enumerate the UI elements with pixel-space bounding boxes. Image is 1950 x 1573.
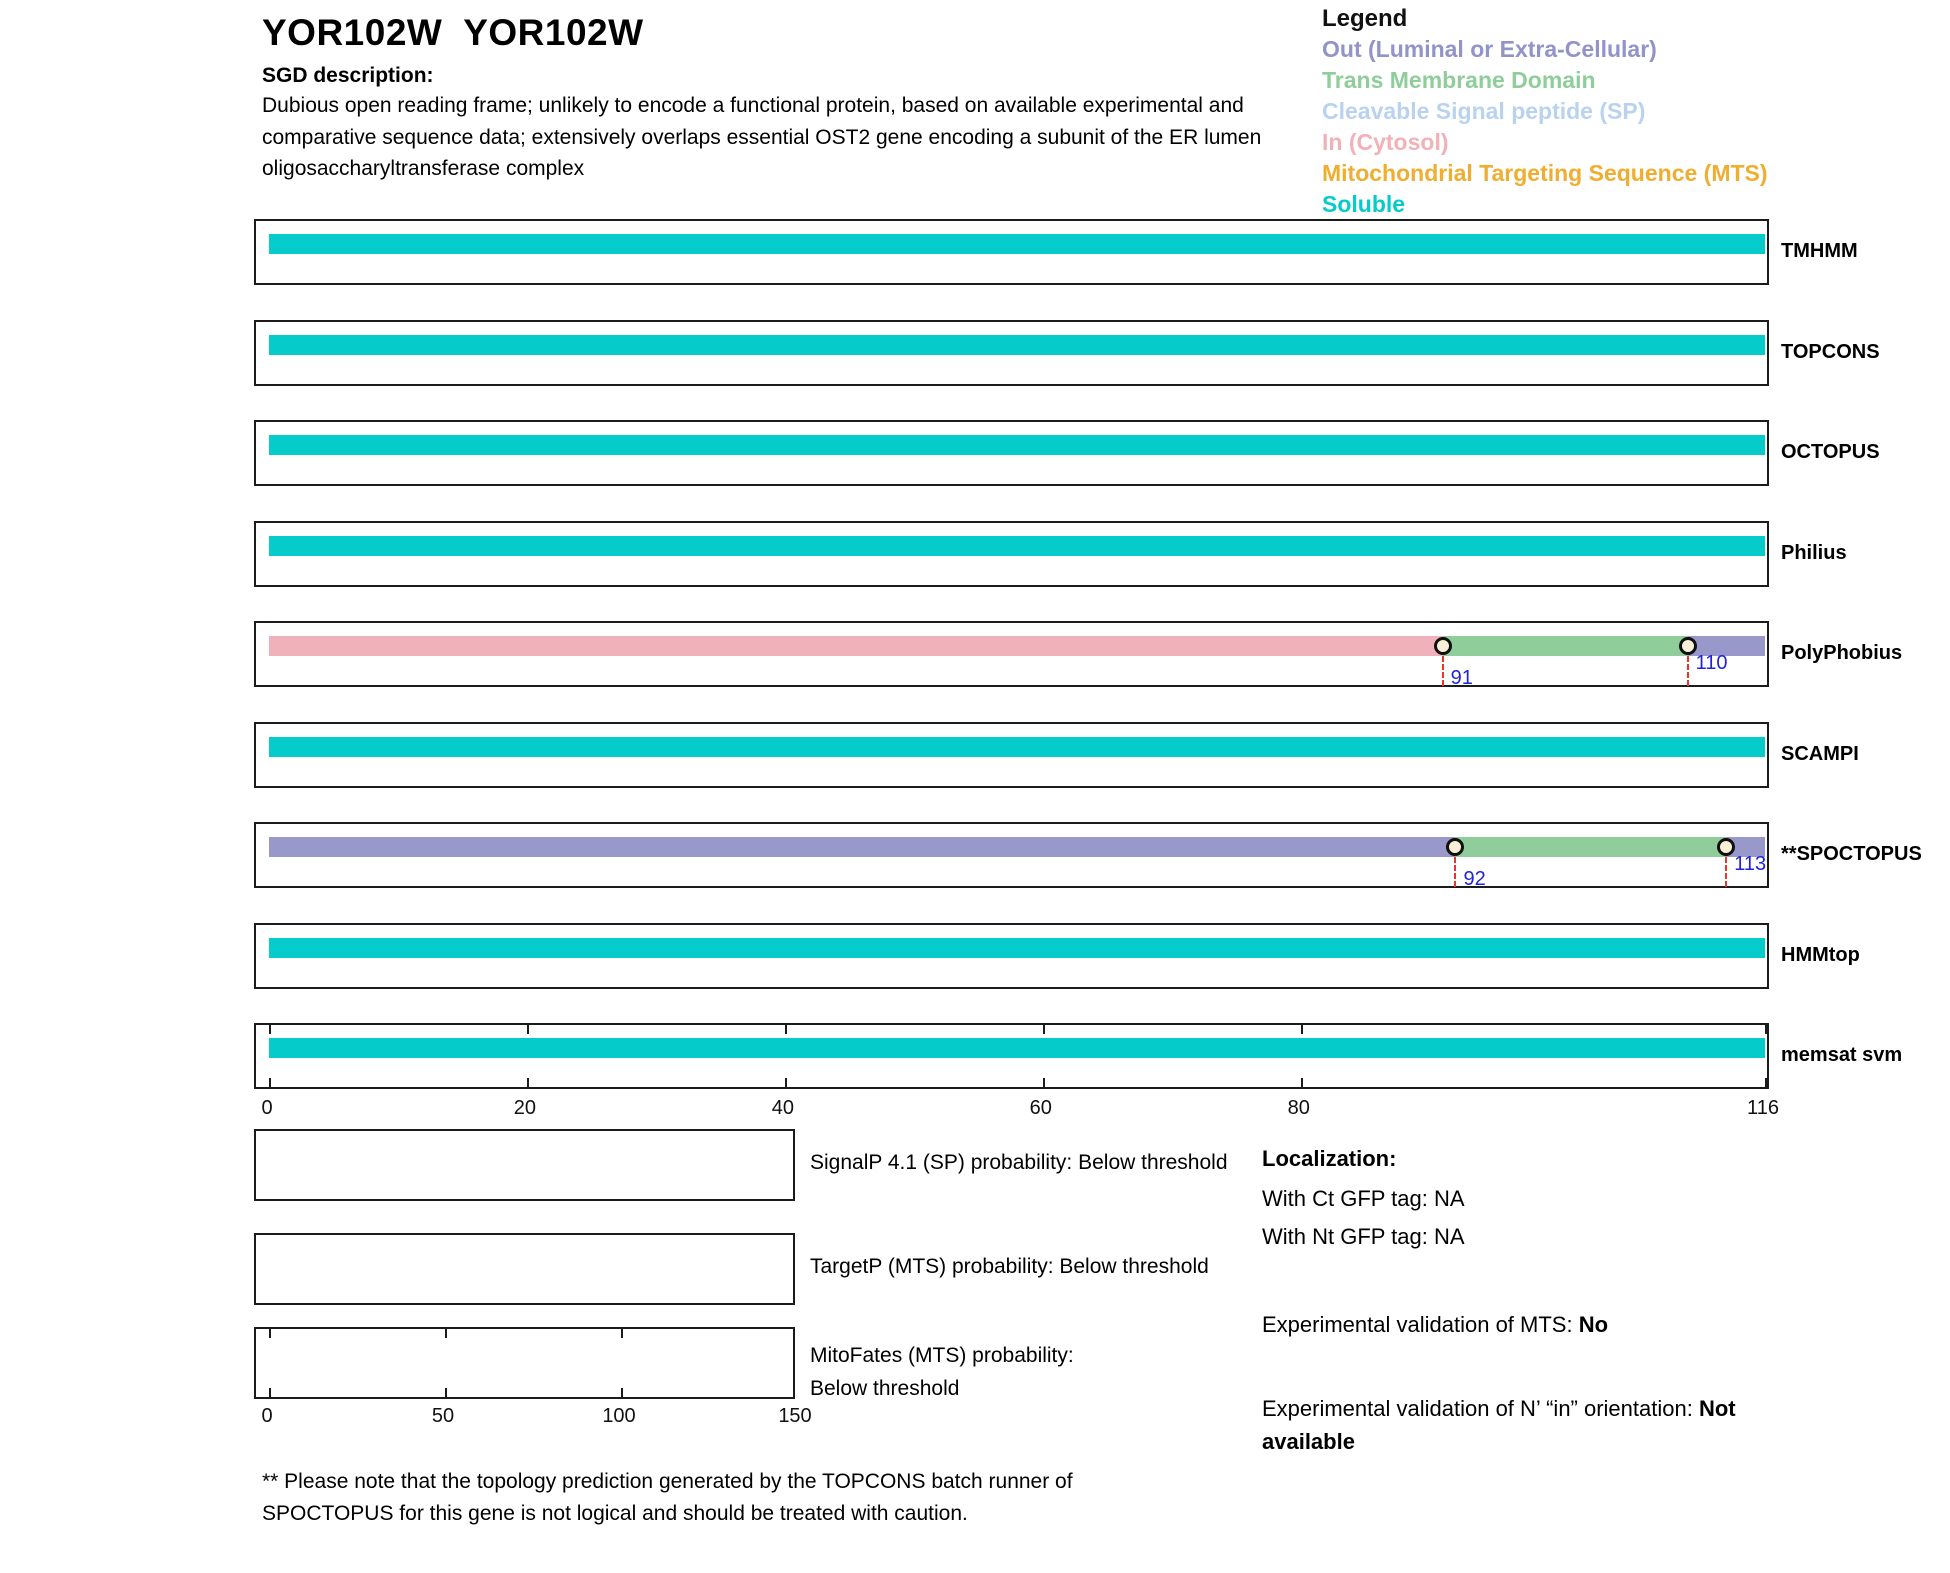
segment-out bbox=[269, 837, 1455, 857]
track-label-spoctopus: **SPOCTOPUS bbox=[1781, 843, 1922, 865]
segment-soluble bbox=[269, 234, 1765, 254]
boundary-marker bbox=[1434, 637, 1452, 655]
orientation-validation-label: Experimental validation of N’ “in” orientation: bbox=[1262, 1396, 1699, 1421]
track-box-topcons bbox=[254, 320, 1769, 386]
localization-nt-gfp: With Nt GFP tag: NA bbox=[1262, 1224, 1465, 1249]
track-box-spoctopus bbox=[254, 822, 1769, 888]
legend-title: Legend bbox=[1322, 5, 1408, 32]
prob-axis-label: 50 bbox=[431, 1405, 455, 1427]
x-axis-label: 20 bbox=[513, 1097, 537, 1119]
track-box-philius bbox=[254, 521, 1769, 587]
axis-tick bbox=[269, 1078, 271, 1087]
axis-tick bbox=[621, 1329, 623, 1338]
axis-tick bbox=[1043, 1078, 1045, 1087]
segment-soluble bbox=[269, 938, 1765, 958]
axis-tick bbox=[1301, 1025, 1303, 1034]
x-axis-label: 40 bbox=[771, 1097, 794, 1119]
legend-item-sp: Cleavable Signal peptide (SP) bbox=[1322, 98, 1646, 124]
boundary-position-label: 91 bbox=[1450, 667, 1473, 689]
mts-validation-label: Experimental validation of MTS: bbox=[1262, 1312, 1579, 1337]
segment-soluble bbox=[269, 536, 1765, 556]
probability-plot-box bbox=[254, 1129, 795, 1201]
boundary-dash-line bbox=[1454, 857, 1456, 887]
prob-axis-label: 150 bbox=[778, 1405, 812, 1427]
segment-tm bbox=[1443, 636, 1688, 656]
segment-soluble bbox=[269, 435, 1765, 455]
track-box-memsat-svm bbox=[254, 1023, 1769, 1089]
sgd-description-label: SGD description: bbox=[262, 64, 434, 87]
axis-tick bbox=[445, 1388, 447, 1397]
prob-axis-label: 100 bbox=[602, 1405, 636, 1427]
x-axis-label: 0 bbox=[261, 1097, 273, 1119]
legend-item-mts: Mitochondrial Targeting Sequence (MTS) bbox=[1322, 160, 1768, 186]
track-label-philius: Philius bbox=[1781, 542, 1847, 564]
probability-panel-label: TargetP (MTS) probability: Below threshold bbox=[810, 1255, 1209, 1278]
axis-tick bbox=[785, 1078, 787, 1087]
x-axis-label: 116 bbox=[1747, 1097, 1779, 1119]
axis-tick bbox=[269, 1388, 271, 1397]
orientation-validation-line bbox=[1262, 1392, 1810, 1458]
localization-title: Localization: bbox=[1262, 1146, 1397, 1171]
axis-tick bbox=[269, 1025, 271, 1034]
boundary-dash-line bbox=[1687, 656, 1689, 686]
track-box-polyphobius bbox=[254, 621, 1769, 687]
axis-tick bbox=[527, 1025, 529, 1034]
axis-tick bbox=[527, 1078, 529, 1087]
segment-soluble bbox=[269, 1038, 1765, 1058]
segment-soluble bbox=[269, 335, 1765, 355]
axis-tick bbox=[1301, 1078, 1303, 1087]
legend-item-soluble: Soluble bbox=[1322, 191, 1406, 217]
track-box-octopus bbox=[254, 420, 1769, 486]
legend bbox=[1322, 4, 1768, 220]
track-label-memsat-svm: memsat svm bbox=[1781, 1044, 1903, 1066]
boundary-position-label: 113 bbox=[1734, 853, 1767, 875]
probability-panel-label: SignalP 4.1 (SP) probability: Below threshold bbox=[810, 1151, 1228, 1174]
track-label-octopus: OCTOPUS bbox=[1781, 441, 1880, 463]
track-label-topcons: TOPCONS bbox=[1781, 341, 1880, 363]
axis-tick bbox=[1765, 1078, 1767, 1087]
segment-tm bbox=[1455, 837, 1726, 857]
prob-axis-label: 0 bbox=[261, 1405, 273, 1427]
axis-tick bbox=[785, 1025, 787, 1034]
track-label-scampi: SCAMPI bbox=[1781, 743, 1859, 765]
page-title: YOR102W YOR102W bbox=[262, 12, 644, 53]
mts-validation-value: No bbox=[1578, 1312, 1609, 1337]
boundary-dash-line bbox=[1442, 656, 1444, 686]
track-box-scampi bbox=[254, 722, 1769, 788]
spoctopus-caution-footnote: ** Please note that the topology prediction generated by the TOPCONS batch runner of SPOCTOPUS for this gene is not logical and should be treated with caution. bbox=[262, 1470, 1073, 1525]
axis-tick bbox=[445, 1329, 447, 1338]
axis-tick bbox=[269, 1329, 271, 1338]
mts-validation-line bbox=[1262, 1312, 1608, 1338]
track-box-hmmtop bbox=[254, 923, 1769, 989]
boundary-marker bbox=[1679, 637, 1697, 655]
track-box-tmhmm bbox=[254, 219, 1769, 285]
segment-soluble bbox=[269, 737, 1765, 757]
legend-item-in: In (Cytosol) bbox=[1322, 129, 1449, 155]
boundary-dash-line bbox=[1725, 857, 1727, 887]
axis-tick bbox=[1765, 1025, 1767, 1034]
track-label-tmhmm: TMHMM bbox=[1781, 240, 1858, 262]
legend-item-tm: Trans Membrane Domain bbox=[1322, 67, 1596, 93]
probability-plot-box bbox=[254, 1327, 795, 1399]
probability-panel-label: MitoFates (MTS) probability: Below threshold bbox=[810, 1344, 1074, 1400]
boundary-position-label: 92 bbox=[1463, 868, 1486, 890]
legend-items bbox=[1322, 34, 1768, 220]
axis-tick bbox=[621, 1388, 623, 1397]
x-axis-label: 60 bbox=[1029, 1097, 1052, 1119]
legend-item-out: Out (Luminal or Extra-Cellular) bbox=[1322, 36, 1657, 62]
segment-in bbox=[269, 636, 1443, 656]
sgd-description-text: Dubious open reading frame; unlikely to encode a functional protein, based on available experimental and comparative sequence data; extensively overlaps essential OST2 gene encoding a subunit of the ER lumen oligosaccharyltransferase complex bbox=[262, 94, 1262, 180]
orientation-validation-value: Not available bbox=[1262, 1396, 1736, 1454]
probability-plot-box bbox=[254, 1233, 795, 1305]
x-axis-label: 80 bbox=[1287, 1097, 1310, 1119]
track-label-polyphobius: PolyPhobius bbox=[1781, 642, 1903, 664]
axis-tick bbox=[1043, 1025, 1045, 1034]
localization-ct-gfp: With Ct GFP tag: NA bbox=[1262, 1186, 1465, 1211]
track-label-hmmtop: HMMtop bbox=[1781, 944, 1860, 966]
boundary-position-label: 110 bbox=[1695, 652, 1728, 674]
